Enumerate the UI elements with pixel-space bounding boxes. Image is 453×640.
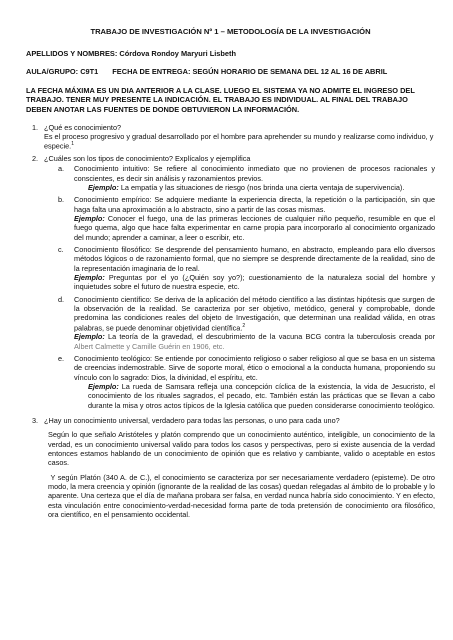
group-and-date-line bbox=[26, 67, 435, 76]
question-number: 2. bbox=[32, 153, 39, 163]
notice-text: LA FECHA MÁXIMA ES UN DIA ANTERIOR A LA CLASE. LUEGO EL SISTEMA YA NO ADMITE EL INGRESO DEL TRABAJO. TENER MUY PRESENTE LA INDICACIÓN. EL TRABAJO ES INDIVIDUAL. AL FINAL DEL TRABAJO DEBEN ANOTAR LAS FUENTES DE DONDE OBTUVIERON LA INFORMACIÓN. bbox=[26, 85, 415, 114]
question-1 bbox=[26, 123, 435, 151]
list-item: c. Conocimiento filosófico: Se desprende del pensamiento humano, en abstracto, empleando para ello diversos métodos lógicos o de razonamiento formal, que no siempre se desprende directamente de la realidad, sino de la representación imaginaria de lo real. Ejemplo: Preguntas por el yo (¿Quién soy yo?); cuestionamiento de la naturaleza social del hombre y inquietudes sobre el futuro de nuestra especie, etc. bbox=[58, 244, 435, 292]
example-text: Ejemplo: Preguntas por el yo (¿Quién soy yo?); cuestionamiento de la naturaleza social del hombre y inquietudes sobre el futuro de nuestra especie, etc. bbox=[74, 272, 435, 292]
item-text: Conocimiento teológico: Se entiende por conocimiento religioso o saber religioso al que se basa en un sistema de creencias indemostrable. Sirve de soporte moral, ético o emocional a la conducta humana, proponiendo su vínculo con lo sagrado: Dios, la divinidad, el espíritu, etc. bbox=[74, 353, 435, 382]
question-number: 3. bbox=[32, 415, 39, 425]
list-item: e. Conocimiento teológico: Se entiende por conocimiento religioso o saber religioso al que se basa en un sistema de creencias indemostrable. Sirve de soporte moral, ético o emocional a la conducta humana, proponiendo su vínculo con lo sagrado: Dios, la divinidad, el espíritu, etc. Ejemplo: La rueda de Samsara refleja una concepción cíclica de la existencia, la vida de Jesucristo, el conocimiento de los rituales sagrados, el pecado, etc. También están las prácticas que se llevan a cabo durante la misa y otros actos típicos de la Iglesia católica que pueden considerarse conocimiento teológico. bbox=[58, 353, 435, 410]
answer-text: Es el proceso progresivo y gradual desarrollado por el hombre para aprehender su mundo y realizarse como individuo, y especie.$^1$ bbox=[44, 131, 434, 151]
footnote-mark: 1 bbox=[71, 141, 74, 148]
item-text: Conocimiento científico: Se deriva de la aplicación del método científico a las distintas hipótesis que surgen de la observación de la realidad. Se caracteriza por ser objetivo, metódico, general y comprobable, donde predomina las condiciones reales del objeto de Investigación, que determinan una realidad válida, en otras palabras, se puede denominar objetividad científica.$^2$ bbox=[74, 294, 435, 332]
delivery-label: FECHA DE ENTREGA: SEGÚN HORARIO DE SEMANA DEL 12 AL 16 DE ABRIL bbox=[112, 67, 388, 77]
answer-paragraph: Según lo que señalo Aristóteles y platón comprendo que un conocimiento auténtico, inteligible, un conocimiento de la verdad, es un conocimiento universal valido para todos los casos y perspectivas, pero si existe ausencia de la verdad entonces estamos hablando de un conocimiento de opinión que es relativo y cambiante, valido o aceptable en estos casos. bbox=[48, 430, 435, 468]
item-text: Conocimiento empírico: Se adquiere mediante la experiencia directa, la repetición o la participación, sin que haga falta una aproximación a lo abstracto, sino a partir de las cosas mismas. bbox=[74, 195, 435, 214]
item-text: Conocimiento intuitivo: Se refiere al conocimiento inmediato que no provienen de procesos racionales y conscientes, es decir sin análisis y razonamientos previos. bbox=[74, 164, 435, 183]
question-text: ¿Qué es conocimiento? bbox=[44, 122, 122, 132]
list-item: b. Conocimiento empírico: Se adquiere mediante la experiencia directa, la repetición o la participación, sin que haga falta una aproximación a lo abstracto, sino a partir de las cosas mismas. Ejemplo: Conocer el fuego, una de las primeras lecciones de cualquier niño pequeño, resumible en que el fuego quema, algo que hace falta experimentar en carne propia para incorporarlo al conocimiento organizado del mundo; aprender a caminar, a leer o escribir, etc. bbox=[58, 195, 435, 242]
example-text: Ejemplo: La teoría de la gravedad, el descubrimiento de la vacuna BCG contra la tuberculosis creada por Albert Calmette y Camille Guérin en 1906, etc. bbox=[74, 332, 435, 351]
item-text: Conocimiento filosófico: Se desprende del pensamiento humano, en abstracto, empleando para ello diversos métodos lógicos o de razonamiento formal, que no siempre se desprende directamente de la realidad, sino de la representación imaginaria de lo real. bbox=[74, 244, 435, 273]
example-text: Ejemplo: La rueda de Samsara refleja una concepción cíclica de la existencia, la vida de Jesucristo, el conocimiento de los rituales sagrados, el pecado, etc. También están las prácticas que se llevan a cabo durante la misa y otros actos típicos de la Iglesia católica que pueden considerarse conocimiento teológico. bbox=[88, 381, 435, 410]
footnote-mark: 2 bbox=[242, 322, 246, 329]
example-text: Ejemplo: Conocer el fuego, una de las primeras lecciones de cualquier niño pequeño, resumible en que el fuego quema, algo que hace falta experimentar en carne propia para incorporarlo al conocimiento organizado del mundo; aprender a caminar, a leer o escribir, etc. bbox=[74, 213, 435, 242]
list-item: d. Conocimiento científico: Se deriva de la aplicación del método científico a las distintas hipótesis que surgen de la observación de la realidad. Se caracteriza por ser objetivo, metódico, general y comprobable, donde predomina las condiciones reales del objeto de Investigación, que determinan una realidad válida, en otras palabras, se puede denominar objetividad científica.$^2$ Ejemplo: La teoría de la gravedad, el descubrimiento de la vacuna BCG contra la tuberculosis creada por Albert Calmette y Camille Guérin en 1906, etc. bbox=[58, 294, 435, 351]
question-number: 1. bbox=[32, 122, 39, 132]
question-text: ¿Cuáles son los tipos de conocimiento? Explícalos y ejemplifica bbox=[44, 153, 251, 163]
question-2 bbox=[26, 154, 435, 413]
student-names: APELLIDOS Y NOMBRES: Córdova Rondoy Maryuri Lisbeth bbox=[26, 48, 236, 58]
question-3 bbox=[26, 416, 435, 425]
answer-paragraph: Y según Platón (340 A. de C.), el conocimiento se caracteriza por ser necesariamente verdadero (episteme). De otro modo, la mera creencia y opinión (ignorante de la realidad de las cosas) quedan relegadas al ámbito de lo probable y lo aparente. Una certeza que el día de mañana probara ser falsa, en verdad nunca habría sido conocimiento. Y en efecto, esta vinculación entre conocimiento-verdad-necesidad forma parte de toda pretensión de conocimiento ora filosófico, ora científico, en el pensamiento occidental. bbox=[48, 472, 438, 519]
list-item: a. Conocimiento intuitivo: Se refiere al conocimiento inmediato que no provienen de procesos racionales y conscientes, es decir sin análisis y razonamientos previos. Ejemplo: La empatía y las situaciones de riesgo (nos brinda una cierta ventaja de supervivencia). bbox=[58, 164, 435, 192]
document-title: TRABAJO DE INVESTIGACIÓN Nº 1 – METODOLOGÍA DE LA INVESTIGACIÓN bbox=[90, 27, 371, 36]
question-text: ¿Hay un conocimiento universal, verdadero para todas las personas, o uno para cada uno? bbox=[44, 415, 340, 425]
group-label: AULA/GRUPO: C9T1 bbox=[26, 67, 99, 77]
example-text: Ejemplo: La empatía y las situaciones de riesgo (nos brinda una cierta ventaja de supervivencia). bbox=[88, 182, 405, 192]
